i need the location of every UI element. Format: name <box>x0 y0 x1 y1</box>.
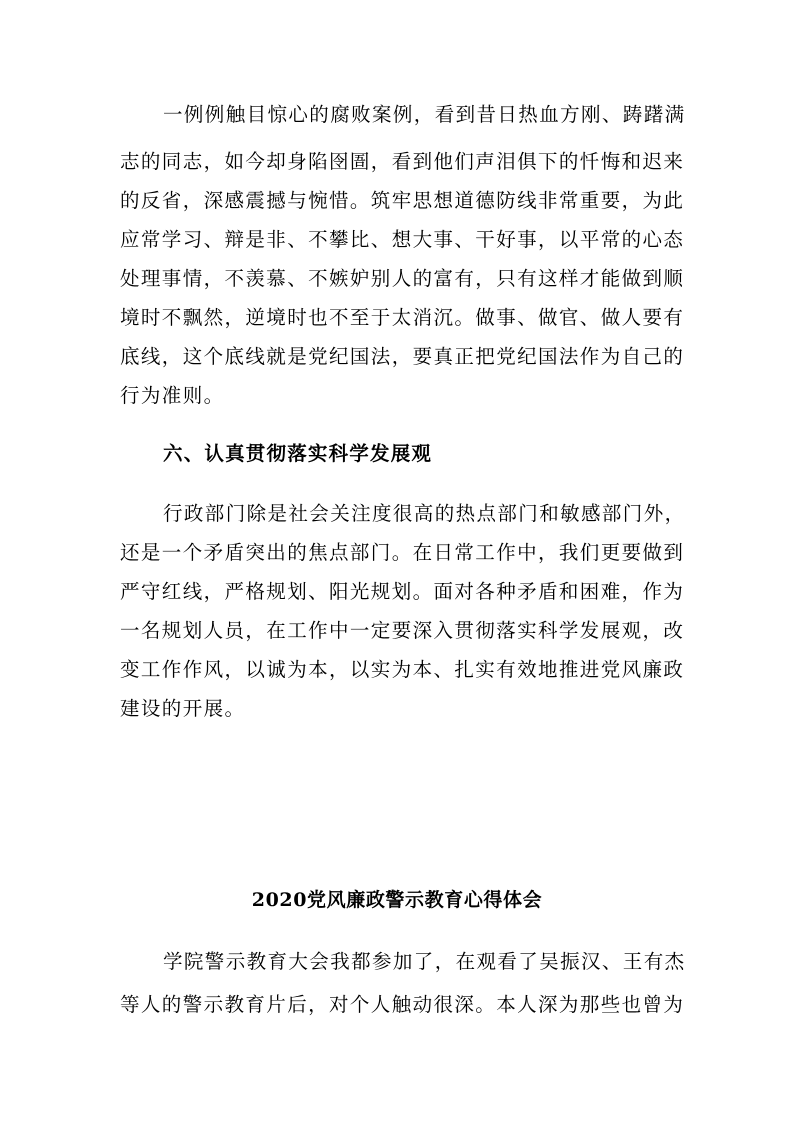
article-title: 2020党风廉政警示教育心得体会 <box>251 889 543 911</box>
paragraph-line: 境时不飘然，逆境时也不至于太消沉。做事、做官、做人要有 <box>120 306 685 329</box>
paragraph-line: 底线，这个底线就是党纪国法，要真正把党纪国法作为自己的 <box>120 345 685 368</box>
paragraph-line: 应常学习、辩是非、不攀比、想大事、干好事，以平常的心态 <box>120 228 685 251</box>
paragraph-line: 一例例触目惊心的腐败案例，看到昔日热血方刚、踌躇满 <box>163 103 686 126</box>
paragraph-line: 志的同志，如今却身陷囹圄，看到他们声泪俱下的忏悔和迟来 <box>120 150 685 173</box>
paragraph-line: 的反省，深感震撼与惋惜。筑牢思想道德防线非常重要，为此 <box>120 189 685 212</box>
paragraph-line: 建设的开展。 <box>120 697 246 720</box>
paragraph-line: 学院警示教育大会我都参加了，在观看了吴振汉、王有杰 <box>163 950 686 973</box>
paragraph-line: 处理事情，不羡慕、不嫉妒别人的富有，只有这样才能做到顺 <box>120 267 685 290</box>
paragraph-line: 等人的警示教育片后，对个人触动很深。本人深为那些也曾为 <box>120 993 685 1016</box>
section-heading: 六、认真贯彻落实科学发展观 <box>163 442 433 465</box>
paragraph-line: 变工作作风，以诚为本，以实为本、扎实有效地推进党风廉政 <box>120 658 685 681</box>
paragraph-line: 一名规划人员，在工作中一定要深入贯彻落实科学发展观，改 <box>120 619 685 642</box>
paragraph-line: 严守红线，严格规划、阳光规划。面对各种矛盾和困难，作为 <box>120 580 685 603</box>
paragraph-line: 还是一个矛盾突出的焦点部门。在日常工作中，我们更要做到 <box>120 541 685 564</box>
paragraph-line: 行政部门除是社会关注度很高的热点部门和敏感部门外， <box>163 502 686 525</box>
paragraph-line: 行为准则。 <box>120 384 225 407</box>
